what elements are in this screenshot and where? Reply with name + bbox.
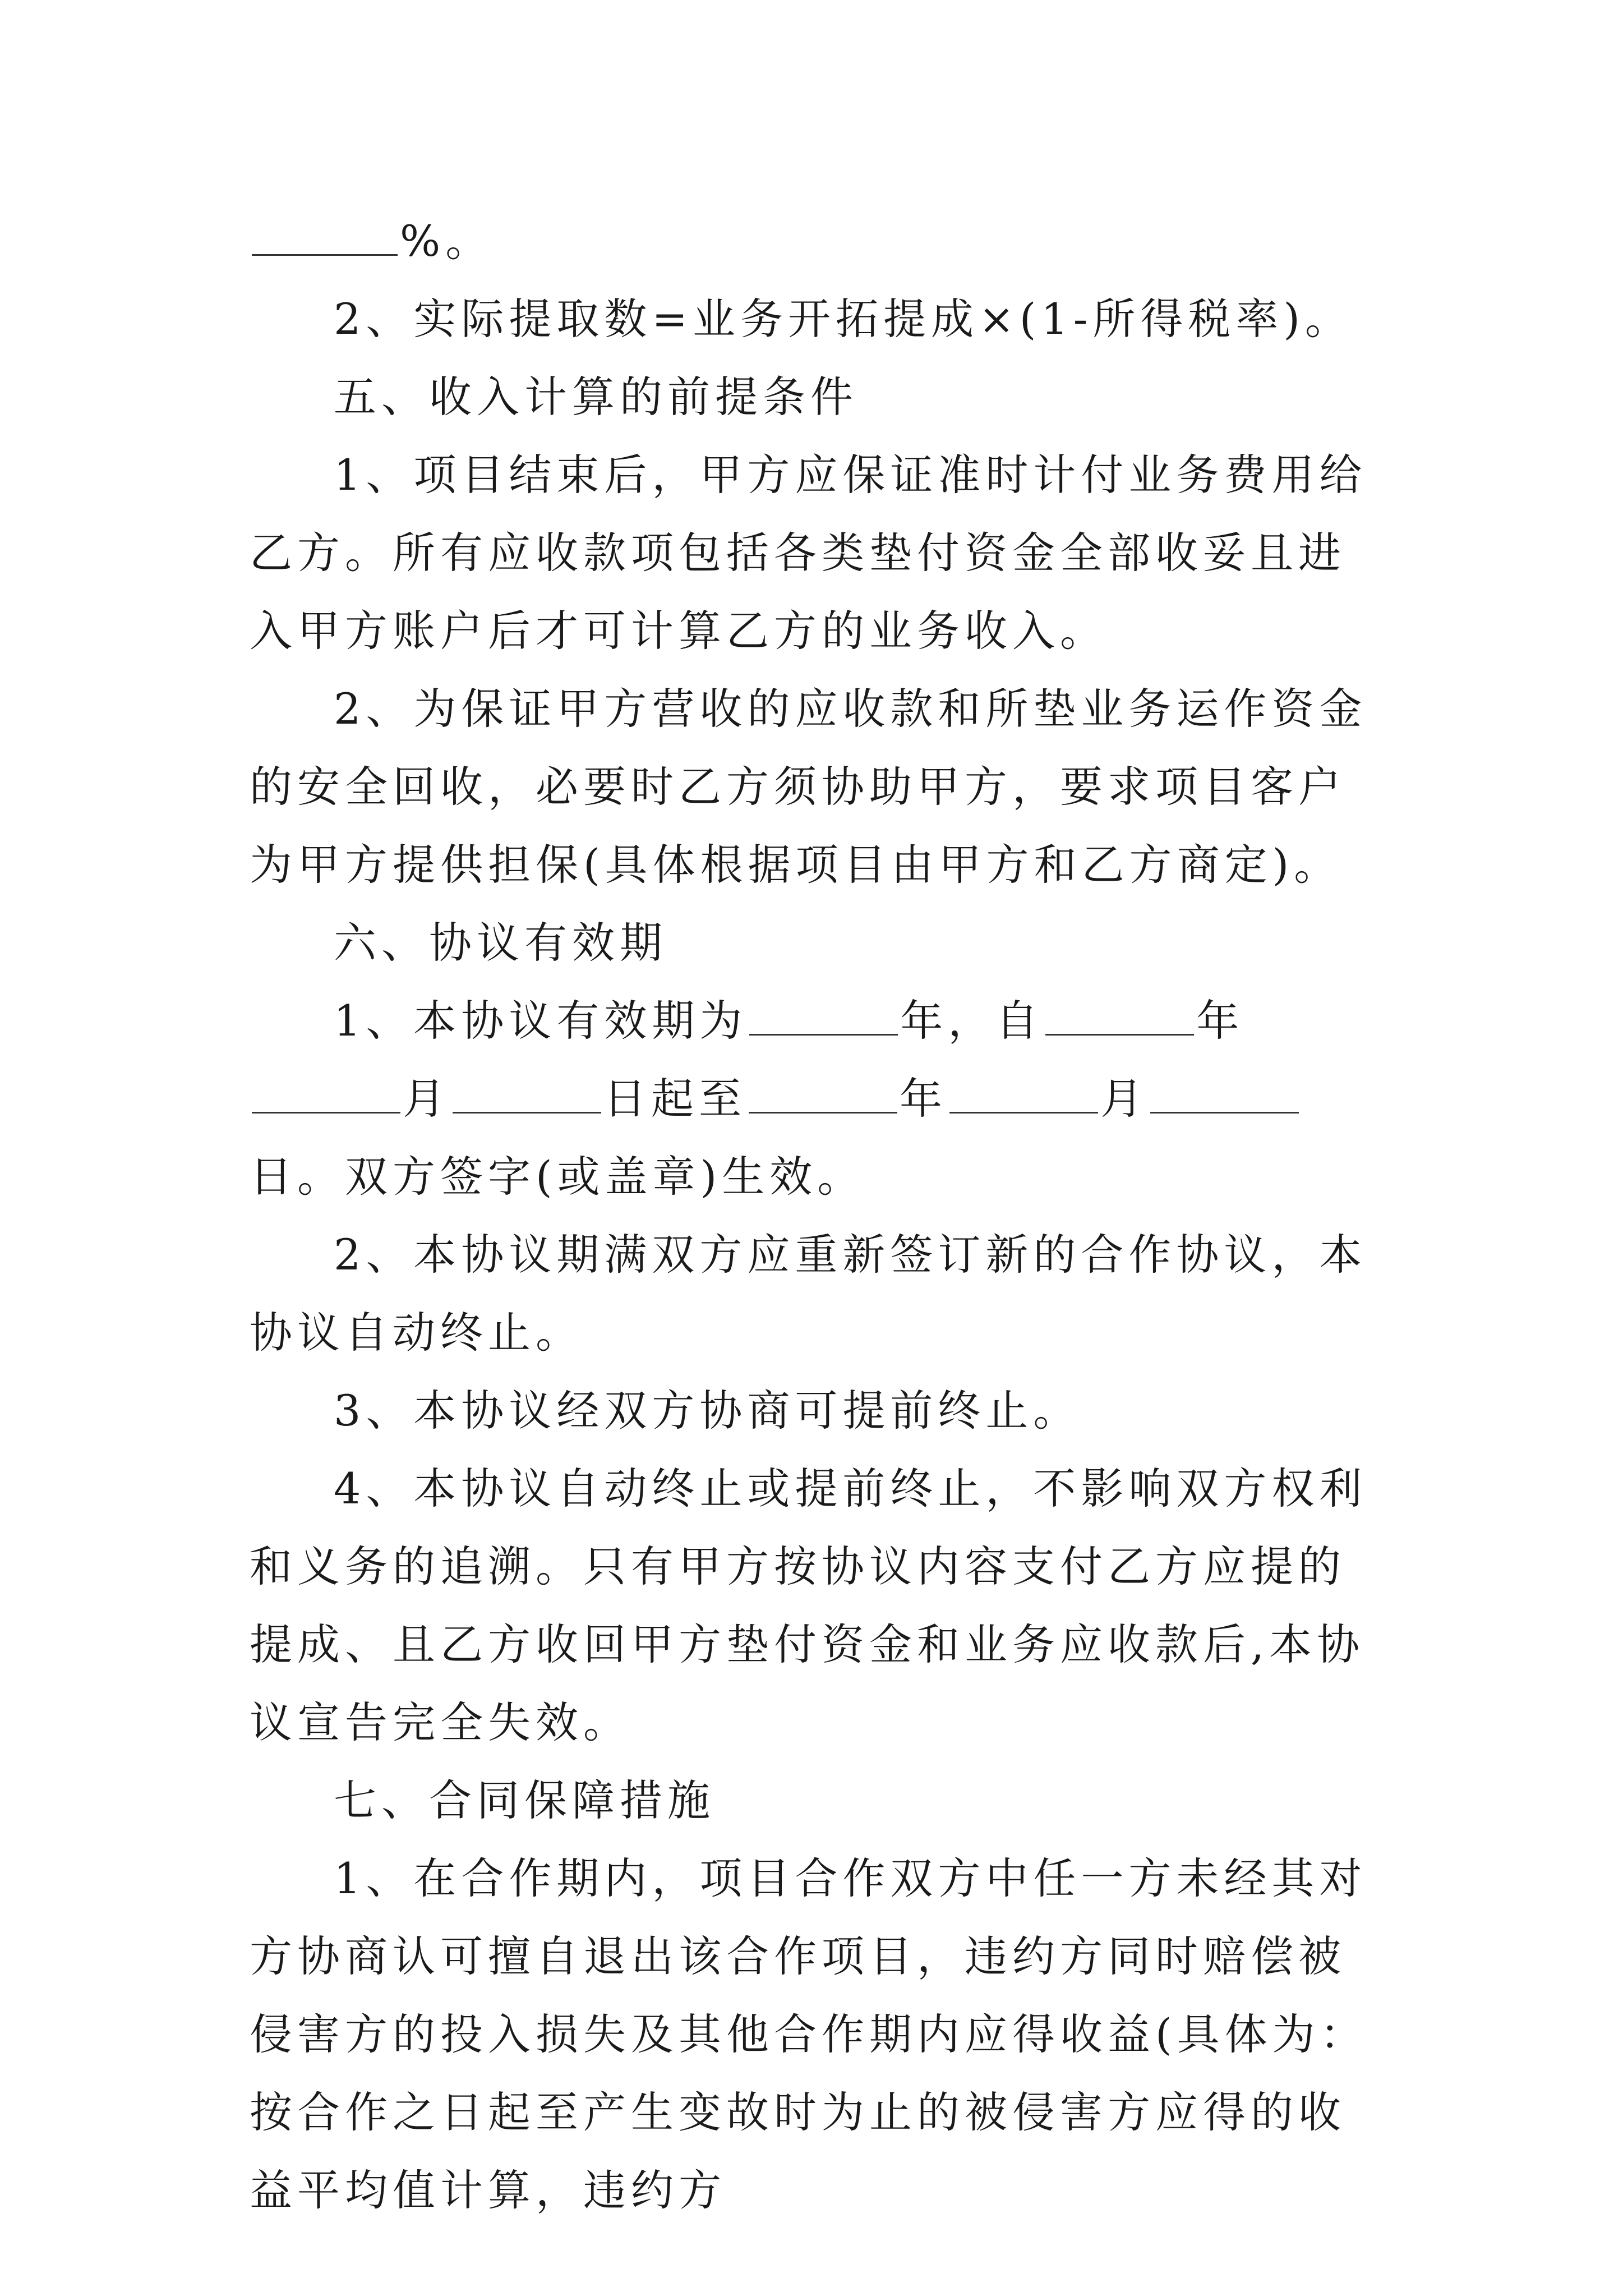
- paragraph-validity-2: 2、本协议期满双方应重新签订新的合作协议，本协议自动终止。: [250, 1230, 1367, 1358]
- fill-blank: [1150, 1075, 1299, 1114]
- paragraph-guarantee-1: 1、在合作期内，项目合作双方中任一方未经其对方协商认可擅自退出该合作项目，违约方同时赔偿被侵害方的投入损失及其他合作期内应得收益(具体为：按合作之日起至产生变故时为止的被侵害方应得的收益平均值计算，违约方: [250, 1853, 1368, 2215]
- section-heading-guarantee: 七、合同保障措施: [334, 1775, 715, 1825]
- paragraph-validity-period: 1、本协议有效期为 年，自 年月 日起至 年 月日。双方签字(或盖章)生效。: [250, 982, 1388, 1216]
- document-body: [250, 202, 1388, 2229]
- fill-blank: [252, 218, 398, 256]
- paragraph-actual-withdrawal: 2、实际提取数=业务开拓提成×(1-所得税率)。: [334, 294, 1353, 344]
- paragraph-validity-3: 3、本协议经双方协商可提前终止。: [334, 1386, 1081, 1435]
- fill-blank: [949, 1075, 1098, 1114]
- section-heading-validity: 六、协议有效期: [334, 918, 667, 968]
- fill-blank: [252, 1075, 400, 1114]
- paragraph-income-condition-2: 2、为保证甲方营收的应收款和所垫业务运作资金的安全回收，必要时乙方须协助甲方，要求项目客户为甲方提供担保(具体根据项目由甲方和乙方商定)。: [250, 684, 1367, 890]
- fill-blank: [1045, 997, 1194, 1036]
- section-heading-income-conditions: 五、收入计算的前提条件: [334, 372, 858, 422]
- paragraph-validity-4: 4、本协议自动终止或提前终止，不影响双方权利和义务的追溯。只有甲方按协议内容支付乙方应提的提成、且乙方收回甲方垫付资金和业务应收款后,本协议宣告完全失效。: [250, 1464, 1367, 1747]
- paragraph-income-condition-1: 1、项目结束后，甲方应保证准时计付业务费用给乙方。所有应收款项包括各类垫付资金全部收妥且进入甲方账户后才可计算乙方的业务收入。: [250, 450, 1367, 656]
- fill-blank: [453, 1075, 601, 1114]
- fill-blank: [749, 1075, 897, 1114]
- paragraph-percent-line: %。: [250, 202, 1388, 280]
- fill-blank: [749, 997, 898, 1036]
